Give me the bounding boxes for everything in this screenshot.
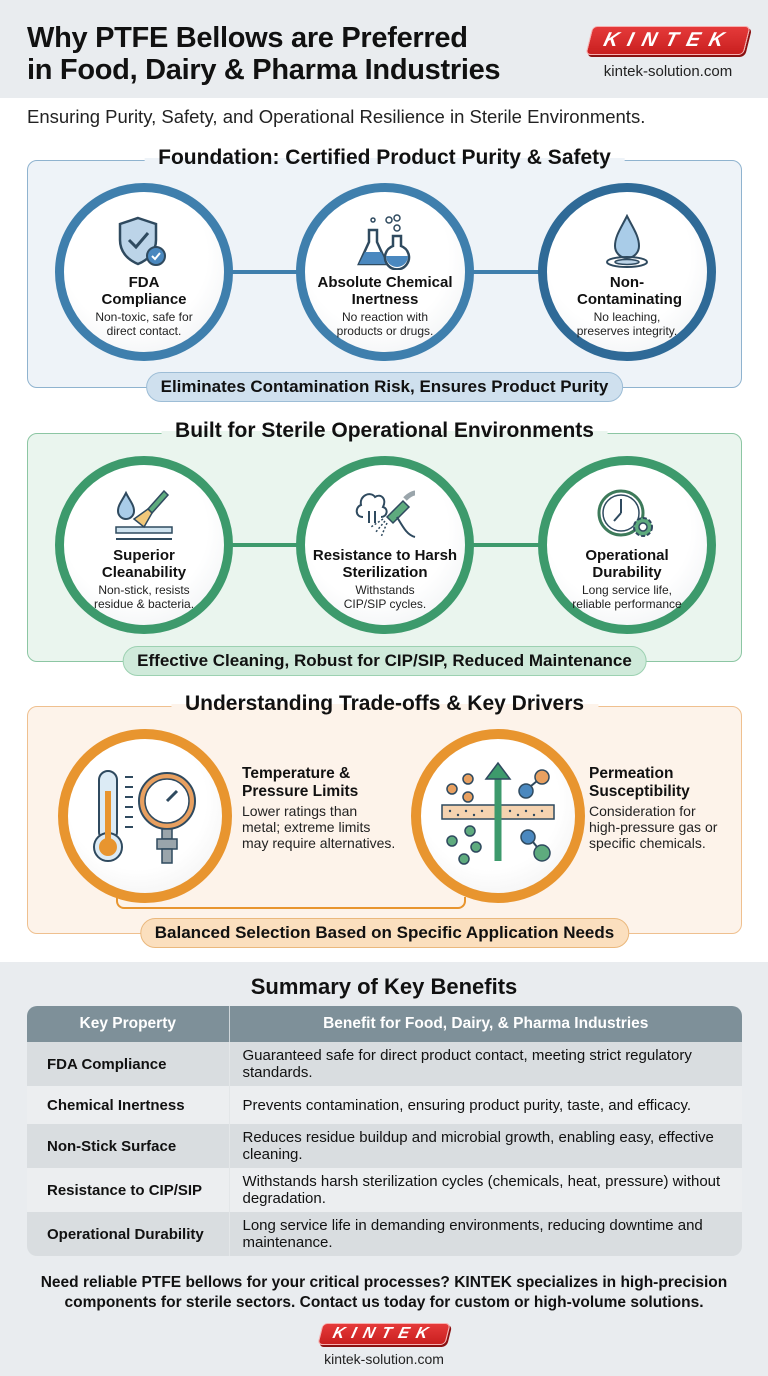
title-line: Susceptibility — [589, 783, 690, 800]
card-desc: Withstands CIP/SIP cycles. — [343, 583, 427, 611]
title-line: Temperature & — [242, 765, 351, 782]
kintek-logo[interactable] — [585, 26, 751, 55]
card-desc: Non-stick, resists residue & bacteria. — [93, 583, 195, 611]
foundation-title: Foundation: Certified Product Purity & Safety — [144, 146, 625, 170]
brand-url-link[interactable]: kintek-solution.com — [603, 63, 733, 80]
drop-brush-icon — [112, 487, 176, 543]
sterile-panel — [27, 419, 742, 670]
card-title: Non-Contaminating — [577, 274, 682, 308]
lab-flasks-icon — [353, 214, 417, 270]
logo-text: KINTEK — [331, 1325, 438, 1342]
desc-line: high-pressure gas or — [589, 819, 718, 835]
tradeoffs-banner: Balanced Selection Based on Specific Application Needs — [140, 918, 629, 948]
brand-block — [588, 26, 748, 80]
title-line: Pressure Limits — [242, 783, 359, 800]
desc-line: Lower ratings than — [242, 803, 358, 819]
fda-compliance-card — [55, 183, 233, 361]
sterilization-card — [296, 456, 474, 634]
tradeoffs-panel — [27, 692, 742, 942]
permeation-membrane-icon — [438, 761, 558, 871]
card-title: FDA Compliance — [101, 274, 187, 308]
card-desc: Long service life, reliable performance — [572, 583, 682, 611]
permeation-title — [589, 765, 690, 801]
title-line: Permeation — [589, 765, 674, 782]
property-cell: Operational Durability — [27, 1212, 229, 1256]
steam-spray-icon — [353, 487, 417, 543]
card-title: Operational Durability — [585, 547, 669, 581]
temperature-pressure-circle — [58, 729, 232, 903]
benefit-cell: Guaranteed safe for direct product contact, meeting strict regulatory standards. — [229, 1042, 742, 1086]
permeation-circle — [411, 729, 585, 903]
title-line-1: Why PTFE Bellows are Preferred — [27, 22, 468, 54]
permeation-desc — [589, 803, 717, 851]
call-to-action — [0, 1273, 768, 1313]
card-title: Superior Cleanability — [101, 547, 187, 581]
benefit-cell: Withstands harsh sterilization cycles (chemicals, heat, pressure) without degradation. — [229, 1168, 742, 1212]
cta-line: components for sterile sectors. Contact us today for custom or high-volume solutions. — [64, 1294, 704, 1311]
temperature-pressure-desc — [242, 803, 395, 851]
table-row — [27, 1086, 742, 1124]
summary-title: Summary of Key Benefits — [250, 974, 518, 999]
table-row — [27, 1212, 742, 1256]
chemical-inertness-card — [296, 183, 474, 361]
clock-gear-icon — [595, 487, 659, 543]
sterile-title: Built for Sterile Operational Environments — [161, 419, 608, 443]
table-row — [27, 1168, 742, 1212]
property-cell: FDA Compliance — [27, 1042, 229, 1086]
brand-url-link[interactable]: kintek-solution.com — [324, 1351, 444, 1367]
page-title — [27, 22, 500, 86]
desc-line: Consideration for — [589, 803, 696, 819]
kintek-logo[interactable] — [317, 1323, 450, 1345]
table-row — [27, 1124, 742, 1168]
benefit-cell: Prevents contamination, ensuring product purity, taste, and efficacy. — [229, 1086, 742, 1124]
card-desc: No leaching, preserves integrity. — [576, 310, 678, 338]
property-cell: Chemical Inertness — [27, 1086, 229, 1124]
property-cell: Resistance to CIP/SIP — [27, 1168, 229, 1212]
footer-brand — [0, 1323, 768, 1367]
table-row — [27, 1042, 742, 1086]
desc-line: metal; extreme limits — [242, 819, 371, 835]
column-header: Benefit for Food, Dairy, & Pharma Industries — [229, 1006, 742, 1042]
logo-text: KINTEK — [601, 29, 736, 51]
foundation-panel — [27, 146, 742, 396]
table-header-row — [27, 1006, 742, 1042]
page-subtitle: Ensuring Purity, Safety, and Operational Resilience in Sterile Environments. — [27, 106, 646, 127]
property-cell: Non-Stick Surface — [27, 1124, 229, 1168]
water-drop-icon — [595, 214, 659, 270]
temperature-pressure-title — [242, 765, 358, 801]
shield-check-icon — [112, 214, 176, 270]
thermometer-gauge-icon — [85, 761, 205, 871]
card-desc: Non-toxic, safe for direct contact. — [95, 310, 193, 338]
column-header: Key Property — [27, 1006, 229, 1042]
non-contaminating-card — [538, 183, 716, 361]
foundation-banner: Eliminates Contamination Risk, Ensures Product Purity — [146, 372, 624, 402]
sterile-banner: Effective Cleaning, Robust for CIP/SIP, Reduced Maintenance — [122, 646, 647, 676]
card-title: Resistance to Harsh Sterilization — [312, 547, 458, 581]
benefit-cell: Reduces residue buildup and microbial growth, enabling easy, effective cleaning. — [229, 1124, 742, 1168]
header-band — [0, 0, 768, 98]
card-title: Absolute Chemical Inertness — [317, 274, 453, 308]
benefit-cell: Long service life in demanding environments, reducing downtime and maintenance. — [229, 1212, 742, 1256]
desc-line: specific chemicals. — [589, 835, 706, 851]
tradeoffs-title: Understanding Trade-offs & Key Drivers — [171, 692, 598, 716]
cta-line: Need reliable PTFE bellows for your critical processes? KINTEK specializes in high-precision — [40, 1274, 728, 1291]
benefits-table — [27, 1006, 742, 1256]
card-desc: No reaction with products or drugs. — [336, 310, 434, 338]
title-line-2: in Food, Dairy & Pharma Industries — [27, 54, 501, 86]
summary-section — [0, 962, 768, 1376]
cleanability-card — [55, 456, 233, 634]
durability-card — [538, 456, 716, 634]
desc-line: may require alternatives. — [242, 835, 396, 851]
